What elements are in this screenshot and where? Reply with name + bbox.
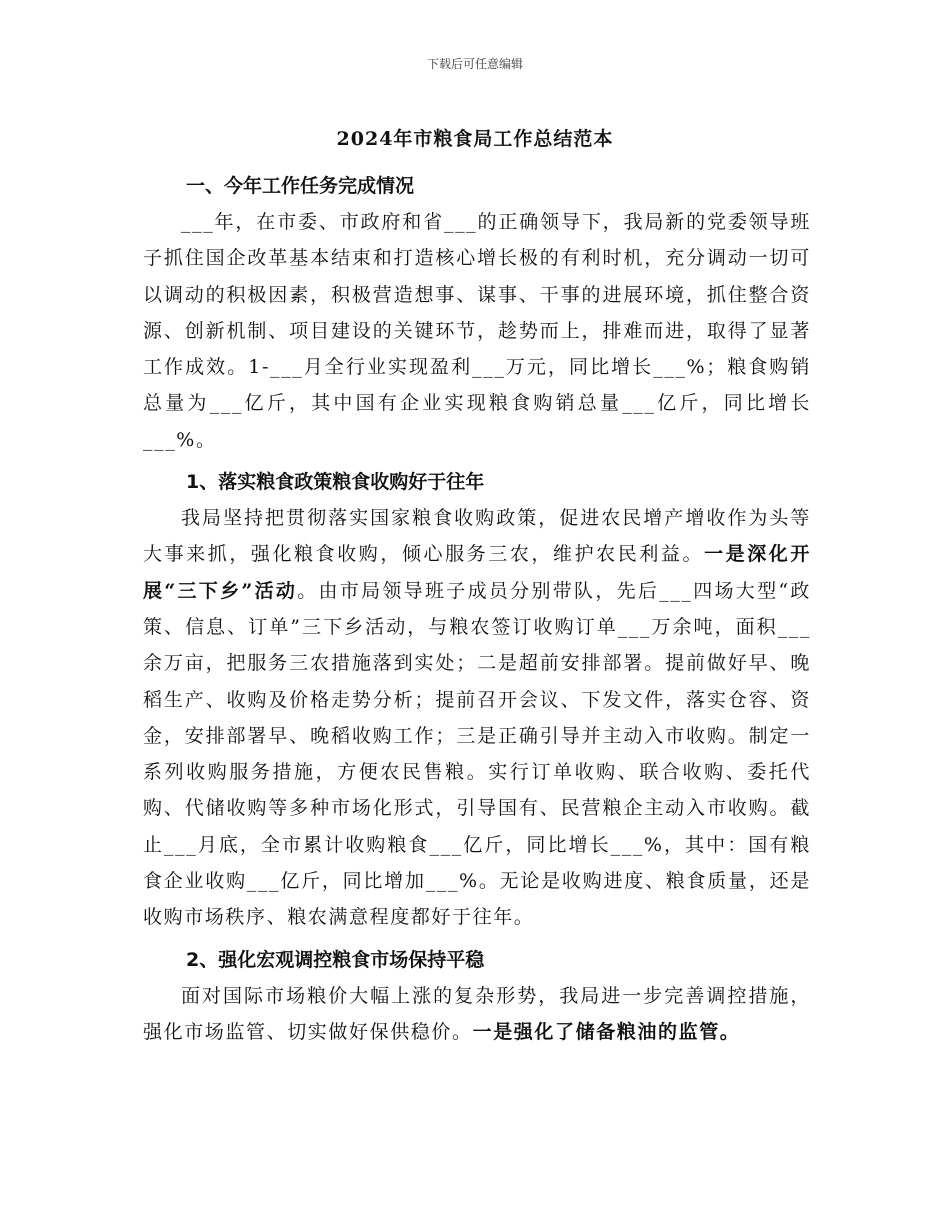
document-body — [143, 168, 811, 1050]
subsection-2-paragraph — [143, 978, 811, 1051]
section-1-paragraph: ___年，在市委、市政府和省___的正确领导下，我局新的党委领导班子抓住国企改革基本结束和打造核心增长极的有利时机，充分调动一切可以调动的积极因素，积极营造想事、谋事、干事的进展环境，抓住整合资源、创新机制、项目建设的关键环节，趁势而上，排难而进，取得了显著工作成效。1-___月全行业实现盈利___万元，同比增长___%；粮食购销总量为___亿斤，其中国有企业实现粮食购销总量___亿斤，同比增长___%。 — [143, 211, 811, 451]
subsection-1-paragraph — [143, 500, 811, 936]
section-heading-1: 一、今年工作任务完成情况 — [186, 175, 415, 197]
subsection-heading-2: 2、强化宏观调控粮食市场保持平稳 — [186, 948, 485, 971]
document-title: 2024年市粮食局工作总结范本 — [336, 128, 614, 150]
subsection-heading-1: 1、落实粮食政策粮食收购好于往年 — [186, 471, 485, 494]
paragraph-text: 我局坚持把贯彻落实国家粮食收购政策，促进农民增产增收作为头等大事来抓，强化粮食收购，倾心服务三农，维护农民利益。 — [143, 507, 811, 566]
bold-emphasis: 一是强化了储备粮油的监管。 — [472, 1020, 741, 1043]
paragraph-text: 面对国际市场粮价大幅上涨的复杂形势，我局进一步完善调控措施，强化市场监管、切实做好保供稳价。 — [143, 984, 811, 1043]
bold-emphasis: 一是深化开展“三下乡”活动 — [143, 543, 811, 602]
paragraph-text: 。由市局领导班子成员分别带队，先后___四场大型“政策、信息、订单”三下乡活动，与粮农签订收购订单___万余吨，面积___余万亩，把服务三农措施落到实处；二是超前安排部署。提前做好早、晚稻生产、收购及价格走势分析；提前召开会议、下发文件，落实仓容、资金，安排部署早、晚稻收购工作；三是正确引导并主动入市收购。制定一系列收购服务措施，方便农民售粮。实行订单收购、联合收购、委托代购、代储收购等多种市场化形式，引导国有、民营粮企主动入市收购。截止___月底，全市累计收购粮食___亿斤，同比增长___%，其中：国有粮食企业收购___亿斤，同比增加___%。无论是收购进度、粮食质量，还是收购市场秩序、粮农满意程度都好于往年。 — [143, 579, 811, 929]
header-note: 下载后可任意编辑 — [426, 57, 523, 71]
